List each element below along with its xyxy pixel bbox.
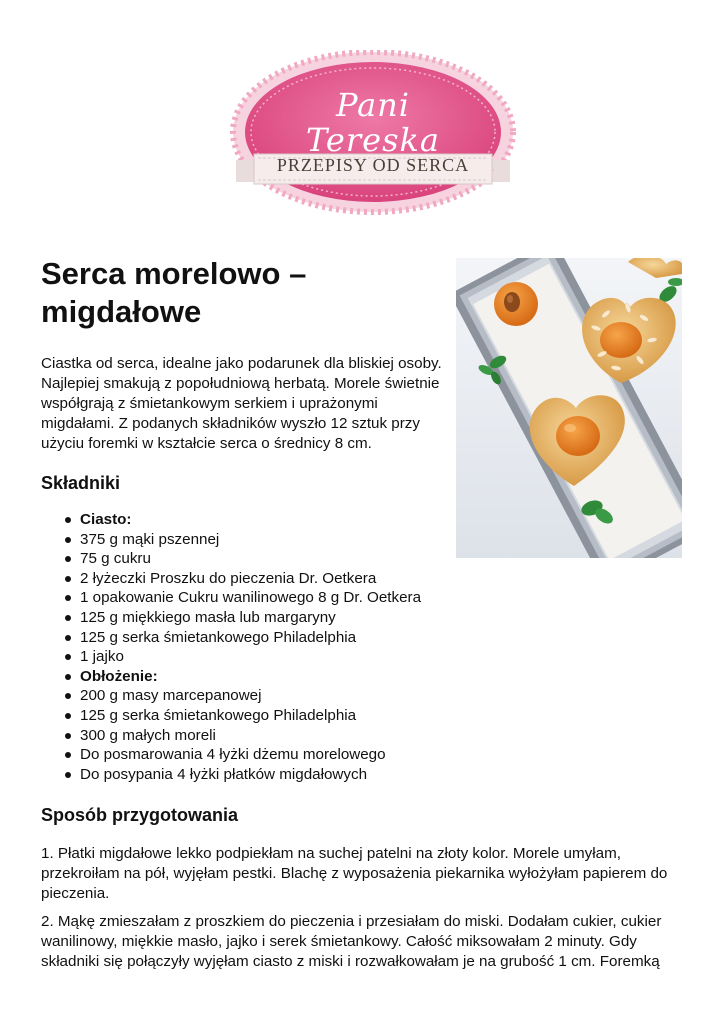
ingredient-item <box>80 647 421 667</box>
ingredient-text: 2 łyżeczki Proszku do pieczenia Dr. Oetkera <box>80 569 377 587</box>
ingredient-text: 125 g miękkiego masła lub margaryny <box>80 608 336 626</box>
bullet-icon <box>65 556 71 562</box>
logo-tagline: PRZEPISY OD SERCA <box>276 155 470 175</box>
ingredient-text: Do posypania 4 łyżki płatków migdałowych <box>80 765 368 783</box>
ingredient-section-header <box>80 667 421 687</box>
ingredient-item <box>80 765 421 785</box>
ingredient-item <box>80 608 421 628</box>
recipe-photo <box>456 258 682 558</box>
ingredient-text: 1 jajko <box>80 648 124 666</box>
ingredient-text: 200 g masy marcepanowej <box>80 687 262 705</box>
bullet-icon <box>65 517 71 523</box>
ingredient-item <box>80 549 421 569</box>
bullet-icon <box>65 733 71 739</box>
ingredient-text: 1 opakowanie Cukru wanilinowego 8 g Dr. Oetkera <box>80 589 422 607</box>
preparation-heading: Sposób przygotowania <box>41 805 239 825</box>
bullet-icon <box>65 713 71 719</box>
logo-text-tereska: Tereska <box>306 121 440 159</box>
ingredient-item <box>80 569 421 589</box>
bullet-icon <box>65 674 71 680</box>
ingredient-item <box>80 628 421 648</box>
ingredient-item <box>80 588 421 608</box>
ingredients-list <box>80 510 421 784</box>
ingredients-heading: Składniki <box>41 473 121 493</box>
recipe-title-line1: Serca morelowo – <box>41 256 307 291</box>
ingredient-text: Obłożenie: <box>80 667 158 685</box>
ingredient-text: 125 g serka śmietankowego Philadelphia <box>80 628 357 646</box>
bullet-icon <box>65 595 71 601</box>
bullet-icon <box>65 752 71 758</box>
ingredient-item <box>80 745 421 765</box>
bullet-icon <box>65 537 71 543</box>
ingredient-text: 375 g mąki pszennej <box>80 530 220 548</box>
preparation-step-2: 2. Mąkę zmieszałam z proszkiem do pieczenia i przesiałam do miski. Dodałam cukier, cukier wanilinowy, miękkie masło, jajko i serek śmietankowy. Całość miksowałam 2 minuty. Gdy składniki się połączyły wyjęłam ciasto z miski i rozwałkowałam je na grubość 1 cm. Foremką <box>41 913 662 970</box>
bullet-icon <box>65 635 71 641</box>
logo-text-pani: Pani <box>335 86 410 124</box>
ingredient-text: 125 g serka śmietankowego Philadelphia <box>80 706 357 724</box>
recipe-title-line2: migdałowe <box>41 294 202 329</box>
site-logo[interactable] <box>228 50 518 215</box>
bullet-icon <box>65 615 71 621</box>
ingredient-text: Ciasto: <box>80 511 132 528</box>
ingredient-text: 300 g małych moreli <box>80 726 216 744</box>
bullet-icon <box>65 654 71 660</box>
ingredient-text: 75 g cukru <box>80 550 151 568</box>
ingredient-item <box>80 686 421 706</box>
recipe-title <box>41 255 401 331</box>
ingredient-item <box>80 706 421 726</box>
bullet-icon <box>65 576 71 582</box>
preparation-step-1: 1. Płatki migdałowe lekko podpiekłam na suchej patelni na złoty kolor. Morele umyłam, przekroiłam na pół, wyjęłam pestki. Blachę z wyposażenia piekarnika wyłożyłam papierem do pieczenia. <box>41 845 668 902</box>
bullet-icon <box>65 772 71 778</box>
ingredient-section-header <box>80 510 421 530</box>
ingredient-text: Do posmarowania 4 łyżki dżemu morelowego <box>80 746 386 764</box>
ingredient-item <box>80 530 421 550</box>
recipe-intro: Ciastka od serca, idealne jako podarunek dla bliskiej osoby. Najlepiej smakują z popołudniową herbatą. Morele świetnie współgrają z śmietankowym serkiem i uprażonymi migdałami. Z podanych składników wyszło 12 sztuk przy użyciu foremki w kształcie serca o średnicy 8 cm. <box>41 355 442 452</box>
bullet-icon <box>65 693 71 699</box>
ingredient-item <box>80 726 421 746</box>
